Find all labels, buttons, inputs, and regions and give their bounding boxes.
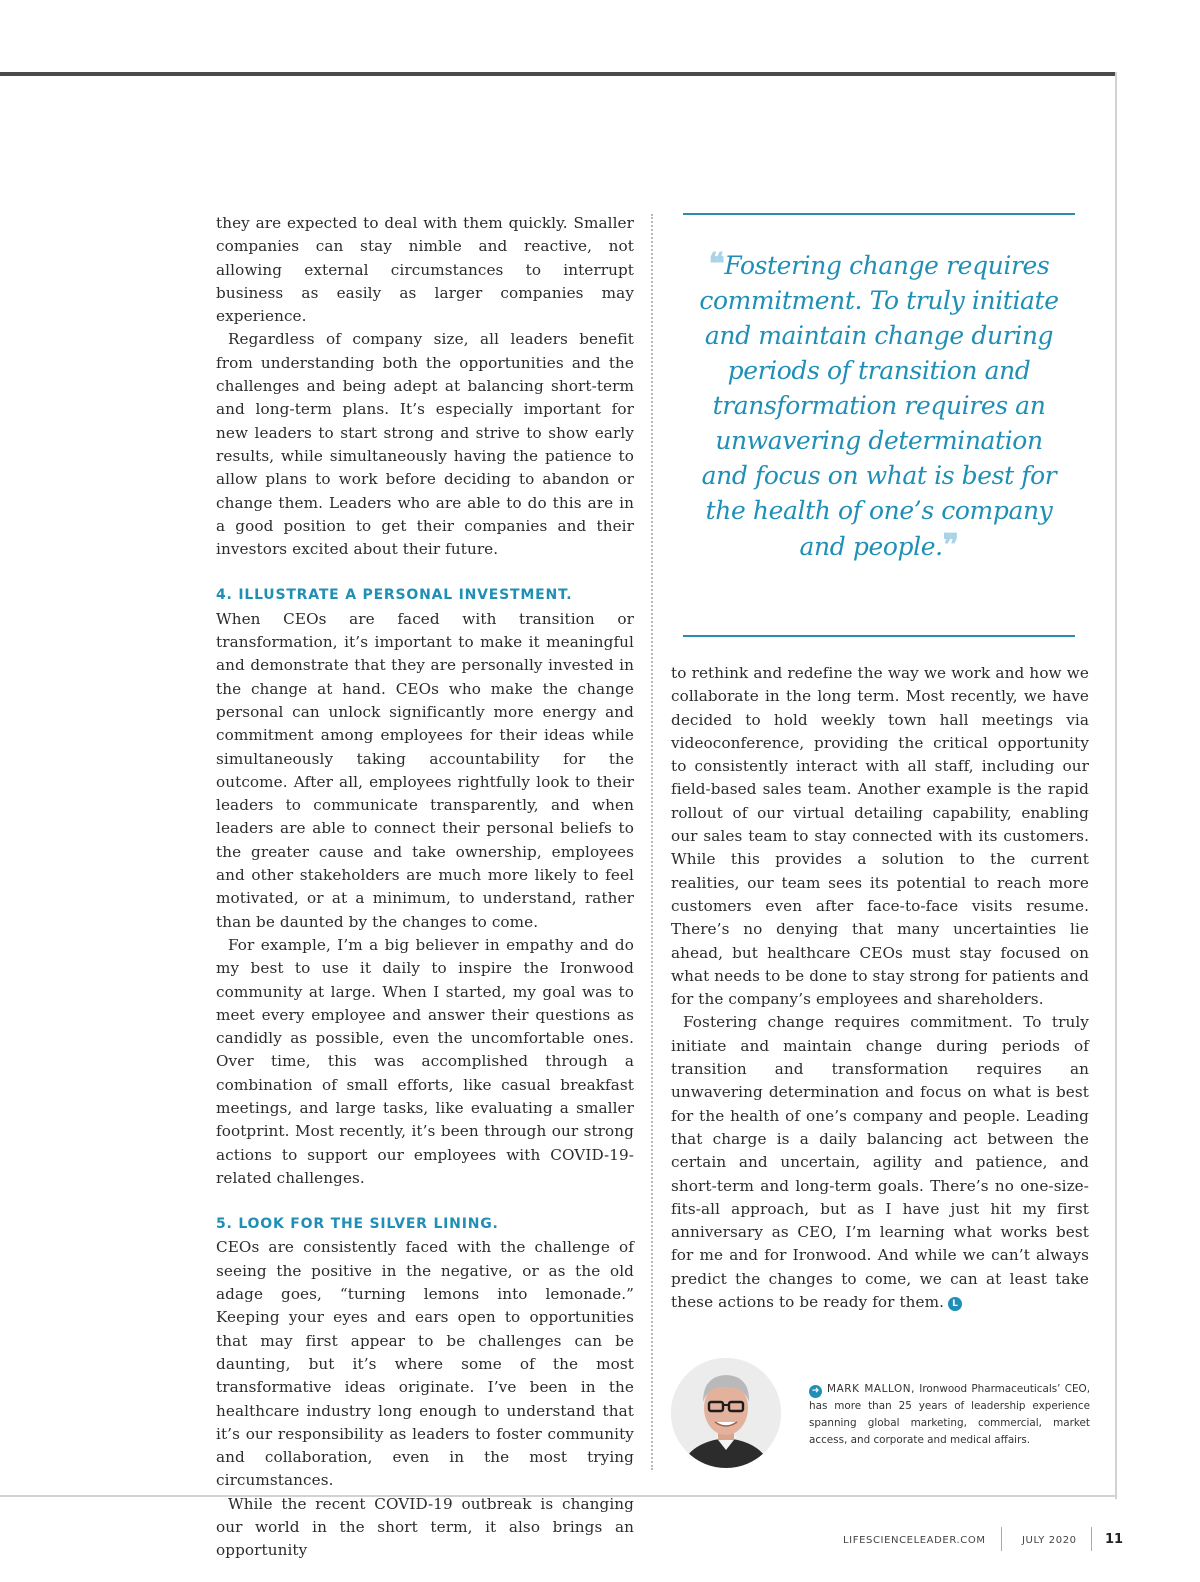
author-photo	[671, 1358, 781, 1468]
paragraph	[671, 1011, 1089, 1314]
pull-quote	[690, 247, 1068, 564]
page-number: 11	[1105, 1532, 1124, 1547]
paragraph: they are expected to deal with them quickly. Smaller companies can stay nimble and reactive, not allowing external circumstances to interrupt business as easily as larger companies may experience.	[216, 214, 634, 326]
paragraph: When CEOs are faced with transition or transformation, it’s important to make it meaningful and demonstrate that they are personally invested in the change at hand. CEOs who make the change personal can unlock significantly more energy and commitment among employees for their ideas while simultaneously taking accountability for the outcome. After all, employees rightfully look to their leaders to communicate transparently, and when leaders are able to connect their personal beliefs to the greater cause and take ownership, employees and other stakeholders are much more likely to feel motivated, or at a minimum, to understand, rather than be daunted by the changes to come.	[216, 609, 634, 931]
paragraph: CEOs are consistently faced with the challenge of seeing the positive in the negative, or as the old adage goes, “turning lemons into lemonade.” Keeping your eyes and ears open to opportunities that may first appear to be challenges can be daunting, but it’s where some of the most transformative ideas originate. I’ve been in the healthcare industry long enough to understand that it’s our responsibility as leaders to foster community and collaboration, even in the most trying circumstances.	[216, 1238, 634, 1490]
footer-website: LIFESCIENCELEADER.COM	[843, 1535, 986, 1546]
footer-separator	[1091, 1527, 1092, 1551]
paragraph: While the recent COVID-19 outbreak is changing our world in the short term, it also brings an opportunity	[216, 1494, 634, 1560]
right-border	[1115, 72, 1117, 1499]
author-bio-text: Ironwood Pharmaceuticals’ CEO, has more than 25 years of leadership experience spanning global marketing, commercial, market access, and corporate and medical affairs.	[809, 1383, 1090, 1446]
pull-quote-text: Fostering change requires commitment. To truly initiate and maintain change during periods of transition and transformation requires an unwavering determination and focus on what is best for the health of one’s company and people.	[699, 251, 1059, 561]
end-of-article-icon: L	[948, 1297, 962, 1311]
paragraph-text: Fostering change requires commitment. To truly initiate and maintain change during periods of transition and transformation requires an unwavering determination and focus on what is best for the health of one’s company and people. Leading that charge is a daily balancing act between the certain and uncertain, agility and patience, and short-term and long-term goals. There’s no one-size-fits-all approach, but as I have just hit my first anniversary as CEO, I’m learning what works best for me and for Ironwood. And while we can’t always predict the changes to come, we can at least take these actions to be ready for them.	[671, 1013, 1089, 1312]
left-column	[216, 212, 634, 1563]
arrow-right-circle-icon: ➜	[809, 1385, 822, 1398]
author-bio	[809, 1381, 1090, 1449]
paragraph: to rethink and redefine the way we work and how we collaborate in the long term. Most recently, we have decided to hold weekly town hall meetings via videoconference, providing the critical opportunity to consistently interact with all staff, including our field-based sales team. Another example is the rapid rollout of our virtual detailing capability, enabling our sales team to stay connected with its customers. While this provides a solution to the current realities, our team sees its potential to reach more customers even after face-to-face visits resume. There’s no denying that many uncertainties lie ahead, but healthcare CEOs must stay focused on what needs to be done to stay strong for patients and for the company’s employees and shareholders.	[671, 664, 1089, 1009]
column-divider	[651, 214, 653, 1470]
footer-issue-date: JULY 2020	[1022, 1535, 1077, 1546]
paragraph: Regardless of company size, all leaders benefit from understanding both the opportunities and the challenges and being adept at balancing short-term and long-term plans. It’s especially important for new leaders to start strong and strive to show early results, while simultaneously having the patience to allow plans to work before deciding to abandon or change them. Leaders who are able to do this are in a good position to get their companies and their investors excited about their future.	[216, 330, 634, 559]
close-quote-icon: ❞	[942, 528, 959, 563]
section-heading: 5. LOOK FOR THE SILVER LINING.	[216, 1216, 499, 1233]
paragraph: For example, I’m a big believer in empathy and do my best to use it daily to inspire the Ironwood community at large. When I started, my goal was to meet every employee and answer their questions as candidly as possible, even the uncomfortable ones. Over time, this was accomplished through a combination of small efforts, like casual breakfast meetings, and large tasks, like evaluating a smaller footprint. Most recently, it’s been through our strong actions to support our employees with COVID-19-related challenges.	[216, 935, 634, 1187]
pull-quote-bottom-rule	[683, 635, 1075, 637]
author-name: MARK MALLON,	[827, 1383, 916, 1395]
open-quote-icon: ❝	[708, 247, 725, 282]
pull-quote-top-rule	[683, 213, 1075, 215]
top-rule	[0, 72, 1117, 76]
section-heading: 4. ILLUSTRATE A PERSONAL INVESTMENT.	[216, 587, 573, 604]
footer-separator	[1001, 1527, 1002, 1551]
right-column	[671, 662, 1089, 1314]
